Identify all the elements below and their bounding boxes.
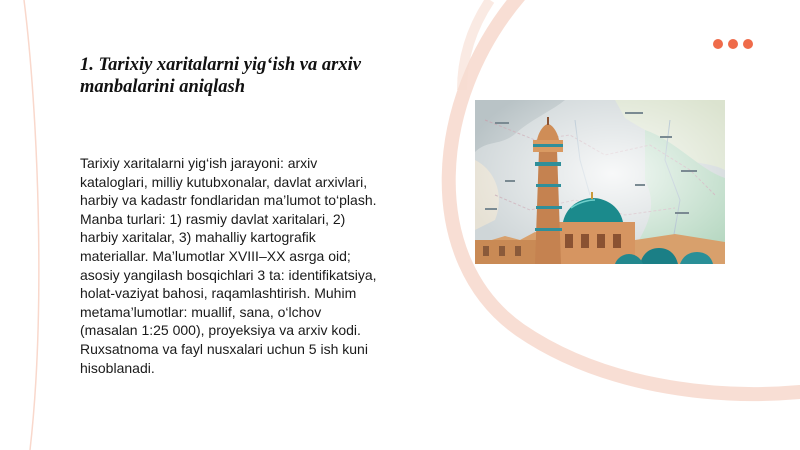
three-dots-icon bbox=[713, 39, 753, 49]
body-line: materiallar. Ma’lumotlar XVIII–XX asrga oid; bbox=[80, 247, 351, 264]
body-line: hisoblanadi. bbox=[80, 359, 155, 376]
body-line: harbiy va kadastr fondlaridan ma’lumot to‘plash. bbox=[80, 192, 377, 209]
body-line: harbiy xaritalar, 3) mahalliy kartografik bbox=[80, 229, 316, 246]
map-minaret-illustration bbox=[475, 100, 725, 264]
body-line: metama’lumotlar: muallif, sana, o‘lchov bbox=[80, 303, 322, 320]
body-line: Manba turlari: 1) rasmiy davlat xaritalari, 2) bbox=[80, 210, 346, 227]
body-line: holat-vaziyat bahosi, raqamlashtirish. Muhim bbox=[80, 285, 357, 302]
body-line: kataloglari, milliy kutubxonalar, davlat arxivlari, bbox=[80, 173, 368, 190]
body-line: asosiy yangilash bosqichlari 3 ta: identifikatsiya, bbox=[80, 266, 377, 283]
slide-title bbox=[80, 54, 410, 98]
slide-body-text bbox=[80, 154, 430, 377]
title-line: 1. Tarixiy xaritalarni yig‘ish va arxiv bbox=[80, 55, 361, 75]
body-line: Ruxsatnoma va fayl nusxalari uchun 5 ish kuni bbox=[80, 340, 368, 357]
body-line: (masalan 1:25 000), proyeksiya va arxiv kodi. bbox=[80, 322, 361, 339]
body-line: Tarixiy xaritalarni yig‘ish jarayoni: arxiv bbox=[80, 155, 318, 171]
title-line: manbalarini aniqlash bbox=[80, 77, 246, 97]
